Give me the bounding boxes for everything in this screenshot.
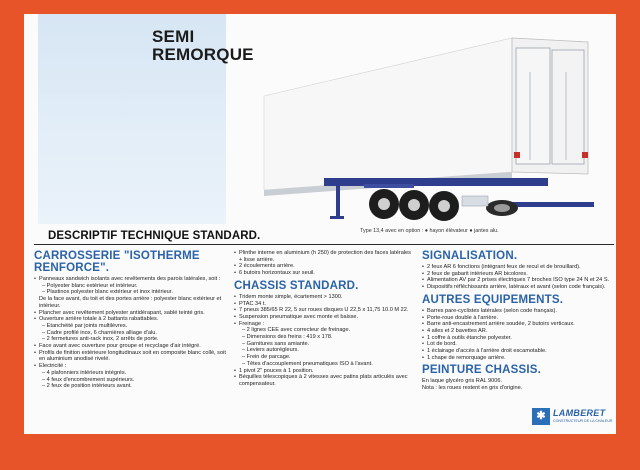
chassis-list — [234, 294, 414, 388]
list-item: • Tridem monte simple, écartement > 1300. — [234, 294, 414, 301]
list-item: – Leviers autorégleurs. — [242, 347, 299, 354]
list-item: • 1 chape de remorquage arrière. — [422, 355, 614, 362]
list-item: • 2 feux AR 6 fonctions (intégrant feux de recul et de brouillard). — [422, 264, 614, 271]
list-item: • Lot de bord. — [422, 341, 614, 348]
spec-heading: DESCRIPTIF TECHNIQUE STANDARD. — [48, 230, 261, 242]
list-item: • 1 coffre à outils étanche polyester. — [422, 335, 614, 342]
spec-sheet — [24, 14, 616, 434]
peinture-line-2: Nota : les roues restent en gris d'origine. — [422, 385, 523, 392]
list-item: • Ouverture arrière totale à 2 battants rabattables. — [34, 316, 230, 323]
list-item: • PTAC 34 t. — [234, 301, 414, 308]
rear-door-right — [552, 50, 584, 164]
list-item: – Plastinox polyester blanc extérieur et inox intérieur. — [42, 289, 173, 296]
list-item: • Freinage : — [234, 321, 414, 328]
logo-name: LAMBERET — [553, 408, 606, 418]
logo-tagline: CONSTRUCTEUR DE LA CHALEUR — [553, 419, 613, 423]
carrosserie-title — [34, 250, 230, 274]
list-item: – 2 feux de position intérieurs avant. — [42, 383, 132, 390]
list-item: – 2 fermetures anti-rack inox, 2 arrêts de porte. — [42, 336, 159, 343]
chassis-frame — [324, 178, 548, 186]
column-signalisation — [422, 250, 614, 392]
autres-equipements-title: AUTRES EQUIPEMENTS. — [422, 293, 564, 306]
list-item: • Plinthe interne en aluminium (h 250) de protection des faces latérales + lisse arrière. — [234, 250, 414, 263]
trailer-side-panel — [264, 38, 512, 190]
list-item: • Electricité : — [34, 363, 230, 370]
list-item: – 2 lignes CEE avec correcteur de freinage. — [242, 327, 351, 334]
chassis-title: CHASSIS STANDARD. — [234, 279, 359, 292]
list-item: – Cadre profilé inox, 6 charnières alliage d'alu. — [42, 329, 157, 336]
column-chassis — [234, 250, 414, 391]
column-carrosserie — [34, 250, 230, 393]
carrosserie-list — [34, 276, 230, 390]
list-item: – Etanchéité par joints multilèvres. — [42, 322, 128, 329]
list-item: • Barres pare-cyclistes latérales (selon code français). — [422, 308, 614, 315]
side-guard — [364, 184, 414, 188]
logo-mark-icon: ✱ — [532, 408, 550, 425]
list-item: • Suspension pneumatique avec monte et baisse. — [234, 314, 414, 321]
list-item: • Dispositifs réfléchissants arrière, latéraux et avant (selon code français). — [422, 284, 614, 291]
list-item: • 7 pneus 385/65 R 22, 5 sur roues disques U 22,5 x 11,75 10.0 M 22. — [234, 307, 414, 314]
list-item: – Garnitures sans amiante. — [242, 340, 310, 347]
list-item: • 6 butoirs horizontaux sur seuil. — [234, 270, 414, 277]
lamberet-logo — [532, 406, 612, 428]
axle-wheels — [369, 189, 518, 221]
list-item: – Dimensions des freins : 419 x 178. — [242, 334, 333, 341]
list-item: – Frein de parcage. — [242, 354, 291, 361]
list-item: – Têtes d'accouplement pneumatiques ISO à l'avant. — [242, 360, 373, 367]
list-item: • 2 écoulements arrière. — [234, 263, 414, 270]
document-title — [152, 28, 254, 64]
list-item: – 4 feux d'encombrement supérieurs. — [42, 376, 135, 383]
title-line-1: SEMI — [152, 27, 195, 46]
peinture-title: PEINTURE CHASSIS. — [422, 364, 542, 377]
peinture-line-1: En laque glycéro gris RAL 9006. — [422, 378, 503, 385]
semi-trailer-illustration — [244, 32, 596, 228]
list-item: • Panneaux sandwich isolants avec revêtements des parois latérales, soit : — [34, 276, 230, 283]
signalisation-list — [422, 264, 614, 291]
list-item: • 4 ailes et 2 bavettes AR. — [422, 328, 614, 335]
list-item: • Barre anti-encastrement arrière soudée, 2 butoirs verticaux. — [422, 321, 614, 328]
landing-leg — [336, 182, 340, 218]
list-item: • 1 éclairage d'accès à l'arrière droit escamotable. — [422, 348, 614, 355]
list-item: De la face avant, du toit et des portes arrière : polyester blanc extérieur et intérieur. — [39, 296, 222, 309]
list-item: • Béquilles télescopiques à 2 vitesses avec patins plats articulés avec compensateur. — [234, 374, 414, 387]
list-item: • 1 pivot 2" pouces à 1 position. — [234, 368, 414, 375]
illustration-caption: Type 13,4 avec en option : ● hayon élévateur ● jantes alu. — [360, 228, 499, 234]
equipment-list-top — [234, 250, 414, 277]
list-item: • Plancher avec revêtement polyester antidérapant, sablé teinté gris. — [34, 310, 230, 317]
list-item: – Polyester blanc extérieur et intérieur. — [42, 282, 138, 289]
title-line-2: REMORQUE — [152, 45, 254, 64]
list-item: • Alimentation AV par 2 prises électriques 7 broches ISO type 24 N et 24 S. — [422, 277, 614, 284]
rear-door-left — [516, 48, 550, 164]
autres-equipements-list — [422, 308, 614, 362]
section-divider — [34, 244, 614, 245]
tool-box — [462, 196, 488, 206]
carrosserie-title-line-1: CARROSSERIE "ISOTHERME — [34, 250, 200, 262]
carrosserie-title-line-2: RENFORCE". — [34, 262, 110, 274]
list-item: • Face avant avec ouverture pour groupe et recyclage d'air intégré. — [34, 343, 230, 350]
list-item: – 4 plafonniers intérieurs intégrés. — [42, 369, 127, 376]
list-item: • Porte-roue double à l'arrière. — [422, 315, 614, 322]
list-item: • 2 feux de gabarit intérieurs AR bicolores. — [422, 271, 614, 278]
rear-light-right — [582, 152, 588, 158]
rear-light-left — [514, 152, 520, 158]
list-item: • Profils de finition extérieure longitudinaux soit en composite blanc collé, soit en aluminium anodisé rivelé. — [34, 350, 230, 363]
signalisation-title: SIGNALISATION. — [422, 250, 518, 262]
